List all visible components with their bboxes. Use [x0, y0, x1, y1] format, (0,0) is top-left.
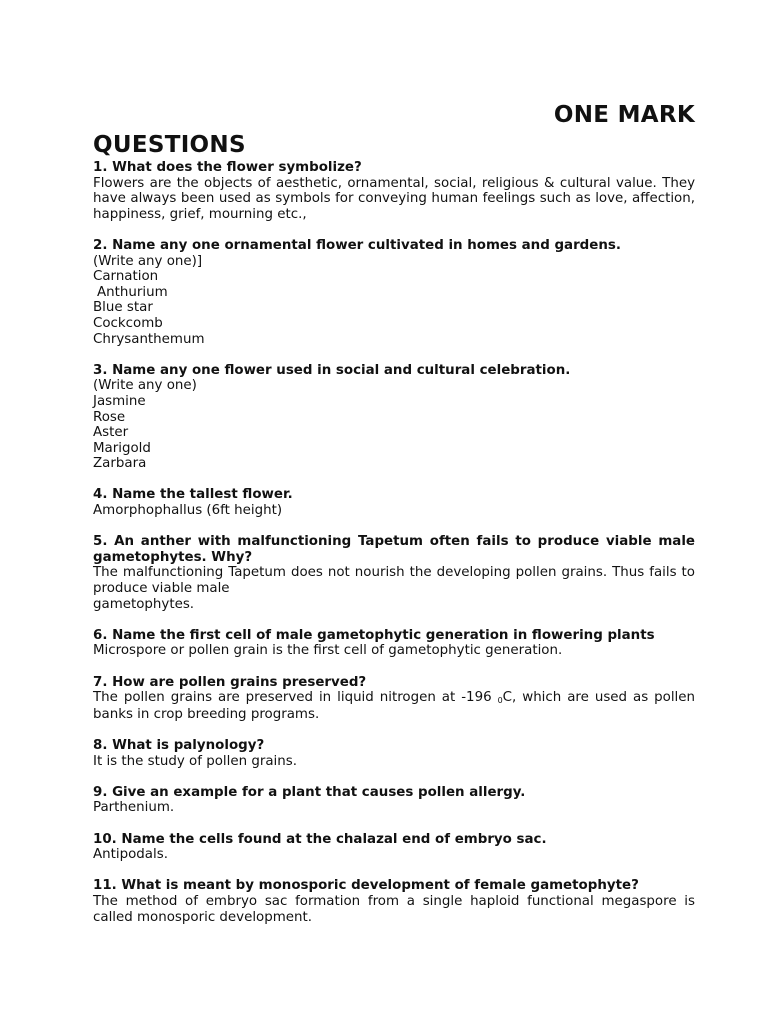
answer-2-option: Cockcomb — [93, 315, 163, 331]
answer-3-option: Zarbara — [93, 456, 147, 472]
answer-5: The malfunctioning Tapetum does not nourish the developing pollen grains. Thus fails to produce viable male — [93, 565, 695, 597]
answer-3-option: Marigold — [93, 440, 151, 456]
answer-6: Microspore or pollen grain is the first cell of gametophytic generation. — [93, 643, 563, 659]
question-6: 6. Name the first cell of male gametophytic generation in flowering plants — [93, 627, 655, 643]
answer-2-option: Anthurium — [97, 284, 168, 300]
degree-superscript: 0 — [497, 696, 503, 706]
answer-5-cont: gametophytes. — [93, 596, 195, 612]
answer-8: It is the study of pollen grains. — [93, 753, 297, 769]
answer-3-option: Aster — [93, 425, 129, 441]
answer-2-option: Blue star — [93, 300, 153, 316]
question-11: 11. What is meant by monosporic development of female gametophyte? — [93, 878, 639, 894]
answer-7-pre: The pollen grains are preserved in liquid nitrogen at -196 — [93, 690, 498, 706]
question-5: 5. An anther with malfunctioning Tapetum often fails to produce viable male gametophytes. Why? — [93, 534, 695, 565]
answer-3-option: Rose — [93, 409, 126, 425]
question-8: 8. What is palynology? — [93, 737, 265, 753]
question-3: 3. Name any one flower used in social and cultural celebration. — [93, 362, 571, 378]
question-2: 2. Name any one ornamental flower cultivated in homes and gardens. — [93, 237, 621, 253]
answer-9: Parthenium. — [93, 800, 175, 816]
title-line-2: QUESTIONS — [93, 132, 246, 158]
answer-7 — [93, 690, 695, 722]
answer-3-option: Jasmine — [93, 393, 146, 409]
question-4: 4. Name the tallest flower. — [93, 487, 293, 503]
question-7: 7. How are pollen grains preserved? — [93, 674, 367, 690]
answer-2-option: Chrysanthemum — [93, 331, 205, 347]
question-10: 10. Name the cells found at the chalazal end of embryo sac. — [93, 831, 547, 847]
answer-10: Antipodals. — [93, 847, 168, 863]
answer-1: Flowers are the objects of aesthetic, ornamental, social, religious & cultural value. They have always been used as symbols for conveying human feelings such as love, affection, happiness, grief, mourning etc., — [93, 175, 695, 222]
answer-7-post: C, which are used as pollen banks in crop breeding programs. — [93, 690, 696, 722]
answer-2-option: Carnation — [93, 269, 159, 285]
answer-2-note: (Write any one)] — [93, 253, 203, 269]
title-line-1: ONE MARK — [553, 102, 695, 128]
question-9: 9. Give an example for a plant that causes pollen allergy. — [93, 784, 526, 800]
question-1: 1. What does the flower symbolize? — [93, 160, 362, 175]
answer-11: The method of embryo sac formation from a single haploid functional megaspore is called monosporic development. — [93, 893, 695, 925]
answer-3-note: (Write any one) — [93, 378, 197, 394]
answer-4: Amorphophallus (6ft height) — [93, 503, 283, 519]
document-page — [93, 100, 695, 925]
